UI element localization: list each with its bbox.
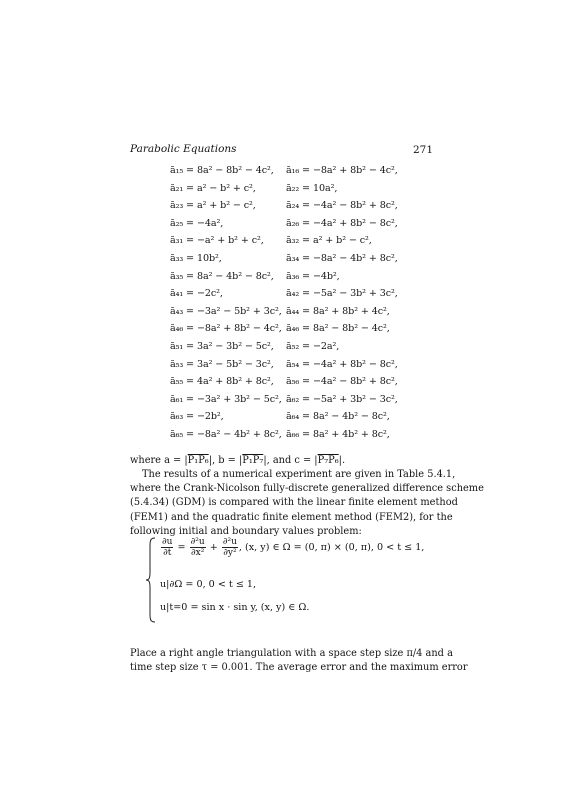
equation-right: ā₃₆ = −4b², <box>286 270 340 282</box>
paragraph-line: The results of a numerical experiment are given in Table 5.4.1, <box>142 469 456 480</box>
segment-b: P₁P₇ <box>242 455 264 466</box>
equation-right: ā₃₂ = a² + b² − c², <box>286 235 372 247</box>
equation-left: ā₆₅ = −8a² − 4b² + 8c², <box>170 429 282 440</box>
equation-right: ā₄₆ = 8a² − 8b² − 4c², <box>286 323 390 335</box>
pde-system <box>144 537 444 632</box>
equation-right: ā₃₄ = −8a² − 4b² + 8c², <box>286 253 398 264</box>
paragraph-line: (5.4.34) (GDM) is compared with the linear finite element method <box>130 497 458 509</box>
page-number: 271 <box>413 144 434 156</box>
paragraph-triangulation <box>130 647 468 675</box>
equation-right: ā₅₄ = −4a² + 8b² − 8c², <box>286 358 398 370</box>
equation-left: ā₆₁ = −3a² + 3b² − 5c², <box>170 393 282 405</box>
where-line: where a = |P₁P₆|, b = |P₁P₇|, and c = |P₇P₆|. <box>130 455 346 466</box>
equation-left: ā₃₁ = −a² + b² + c², <box>170 235 264 247</box>
equation-right: ā₄₂ = −5a² − 3b² + 3c², <box>286 288 398 300</box>
equation-right: ā₆₂ = −5a² + 3b² − 3c², <box>286 393 398 405</box>
boundary-condition: u|∂Ω = 0, 0 < t ≤ 1, <box>160 579 257 590</box>
equation-left: ā₄₁ = −2c², <box>170 288 223 300</box>
paragraph-line: (FEM1) and the quadratic finite element method (FEM2), for the <box>130 511 453 523</box>
equation-right: ā₂₂ = 10a², <box>286 182 338 194</box>
equation-left: ā₅₃ = 3a² − 5b² − 3c², <box>170 358 274 370</box>
equation-left: ā₅₁ = 3a² − 3b² − 5c², <box>170 341 274 352</box>
paragraph-line: time step size τ = 0.001. The average error and the maximum error <box>130 662 468 674</box>
equation-left: ā₄₆ = −8a² + 8b² − 4c², <box>170 323 282 335</box>
equation-right: ā₂₄ = −4a² − 8b² + 8c², <box>286 200 398 212</box>
paragraph-line: following initial and boundary values problem: <box>130 525 362 537</box>
running-header-title: Parabolic Equations <box>130 143 237 155</box>
equation-left: ā₂₅ = −4a², <box>170 217 224 229</box>
segment-c: P₇P₆ <box>317 455 339 466</box>
paragraph-line: where the Crank-Nicolson fully-discrete generalized difference scheme <box>130 483 484 495</box>
equation-right: ā₂₆ = −4a² + 8b² − 8c², <box>286 217 398 229</box>
equation-right: ā₁₆ = −8a² + 8b² − 4c², <box>286 165 398 176</box>
equation-right: ā₆₄ = 8a² − 4b² − 8c², <box>286 411 390 423</box>
left-brace <box>144 537 158 623</box>
equation-left: ā₂₁ = a² − b² + c², <box>170 182 256 194</box>
paragraph-line: Place a right angle triangulation with a space step size π/4 and a <box>130 648 453 659</box>
equation-right: ā₅₆ = −4a² − 8b² + 8c², <box>286 376 398 388</box>
equation-left: ā₆₃ = −2b², <box>170 411 224 423</box>
equation-right: ā₆₆ = 8a² + 4b² + 8c², <box>286 429 390 440</box>
equation-right: ā₅₂ = −2a², <box>286 341 340 352</box>
equation-left: ā₃₅ = 8a² − 4b² − 8c², <box>170 270 274 282</box>
equation-right: ā₄₄ = 8a² + 8b² + 4c², <box>286 305 390 317</box>
equation-left: ā₄₃ = −3a² − 5b² + 3c², <box>170 305 282 317</box>
equation-left: ā₅₅ = 4a² + 8b² + 8c², <box>170 376 274 388</box>
pde-equation: $\frac{\partial u}{\partial t}$ = $\frac{\text{∂²u}}{\text{∂x²}}$ + $\frac{\text{∂²u}}{\text{∂y²}}$ , (x, y) ∈ Ω = (0, π) × (0, π), 0 < t ≤ 1, <box>162 537 425 558</box>
equation-left: ā₃₃ = 10b², <box>170 253 222 264</box>
initial-condition: u|t=0 = sin x · sin y, (x, y) ∈ Ω. <box>160 602 310 613</box>
equation-left: ā₂₃ = a² + b² − c², <box>170 200 256 212</box>
segment-a: P₁P₆ <box>187 455 209 466</box>
equation-left: ā₁₅ = 8a² − 8b² − 4c², <box>170 165 274 176</box>
paragraph-results <box>130 468 484 539</box>
